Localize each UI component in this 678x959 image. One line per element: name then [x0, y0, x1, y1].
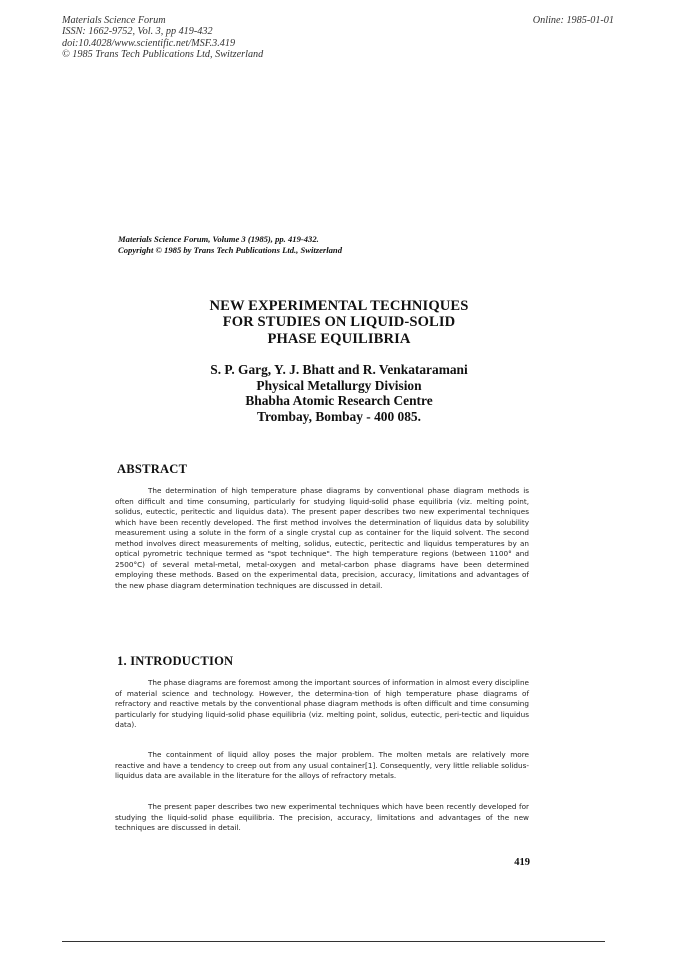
- citation-block: [118, 234, 342, 256]
- title-line-2: FOR STUDIES ON LIQUID-SOLID: [222, 314, 456, 331]
- affiliation-institution: Bhabha Atomic Research Centre: [245, 393, 433, 409]
- bottom-rule: [62, 941, 605, 942]
- citation-line-2: Copyright © 1985 by Trans Tech Publications Ltd., Switzerland: [118, 245, 342, 255]
- page-number: 419: [514, 857, 530, 868]
- author-block: [0, 362, 678, 424]
- intro-paragraph-3: The present paper describes two new experimental techniques which have been recently developed for studying the liquid-solid phase equilibria. The precision, accuracy, limitations and advantages of the new techniques are discussed in detail.: [115, 802, 529, 832]
- header-journal-name: Materials Science Forum: [62, 15, 166, 26]
- title-line-3: PHASE EQUILIBRIA: [267, 330, 411, 347]
- affiliation-address: Trombay, Bombay - 400 085.: [257, 408, 421, 424]
- abstract-heading: ABSTRACT: [117, 462, 188, 476]
- online-date: Online: 1985-01-01: [532, 15, 614, 26]
- abstract-text: The determination of high temperature phase diagrams by conventional phase diagram methods is often difficult and time consuming, particularly for studying liquid-solid phase equilibria (viz. melting point, solidus, eutectic, peritectic and liquidus data). The present paper describes two new experimental techniques which have been recently developed. The first method involves the determination of liquidus data by solubility measurement using a solute in the form of a single crystal cup as container for the liquid solvent. The second method involves direct measurements of melting, solidus, eutectic, peritectic and liquidus temperatures by an optical pyrometric technique termed as "spot technique". The high temperature regions (between 1100° and 2500°C) of several metal-metal, metal-oxygen and metal-carbon phase diagrams have been determined employing these methods. Based on the experimental data, precision, accuracy, limitations and advantages of the new phase diagram determination techniques are discussed in detail.: [115, 486, 529, 590]
- introduction-heading: 1. INTRODUCTION: [117, 654, 234, 668]
- author-names: S. P. Garg, Y. J. Bhatt and R. Venkataramani: [210, 362, 468, 377]
- paper-title: [0, 298, 678, 347]
- header-issn: ISSN: 1662-9752, Vol. 3, pp 419-432: [62, 26, 213, 38]
- intro-paragraph-2: The containment of liquid alloy poses the major problem. The molten metals are relatively more reactive and have a tendency to creep out from any usual container[1]. Consequently, very little reliable solidus-liquidus data are available in the literature for the alloys of refractory metals.: [115, 750, 529, 780]
- journal-header: [62, 15, 263, 61]
- header-copyright: © 1985 Trans Tech Publications Ltd, Switzerland: [62, 49, 264, 61]
- header-doi: doi:10.4028/www.scientific.net/MSF.3.419: [62, 37, 236, 49]
- intro-paragraph-1: The phase diagrams are foremost among the important sources of information in almost every discipline of material science and technology. However, the determina-tion of high temperature phase diagrams of refractory and reactive metals by the conventional phase diagram methods is often difficult and time consuming particularly for studying liquid-solid phase equilibria (viz. melting point, solidus, eutectic, peri-tectic and liquidus data).: [115, 678, 529, 729]
- title-line-1: NEW EXPERIMENTAL TECHNIQUES: [209, 298, 469, 314]
- affiliation-division: Physical Metallurgy Division: [256, 377, 422, 393]
- citation-line-1: Materials Science Forum, Volume 3 (1985), pp. 419-432.: [118, 234, 319, 244]
